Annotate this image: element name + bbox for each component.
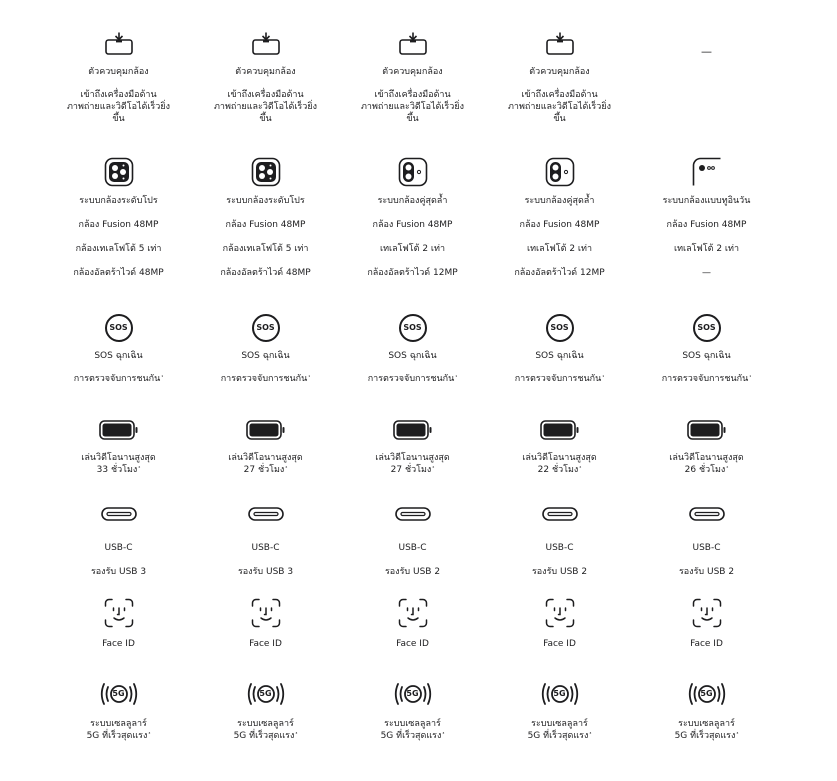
crash-detection — [45, 373, 192, 385]
main-camera: กล้อง Fusion 48MP — [372, 220, 453, 230]
emergency-sos-section — [45, 312, 192, 385]
camera-control-icon — [486, 28, 633, 60]
usb-c-title: USB‑C — [398, 543, 427, 553]
emergency-sos-section — [339, 312, 486, 385]
face-id-icon-svg — [545, 598, 575, 628]
ultrawide-camera: กล้องอัลตร้าไวด์ 48MP — [73, 268, 164, 278]
camera-control-icon — [339, 28, 486, 60]
ultrawide-camera: กล้องอัลตร้าไวด์ 12MP — [367, 268, 458, 278]
crash-detection-footnote: ¹ — [455, 375, 458, 381]
crash-detection-text: การตรวจจับการชนกัน — [73, 374, 161, 384]
usb-c-port-icon — [486, 498, 633, 530]
face-id-icon — [339, 597, 486, 629]
main-camera: กล้อง Fusion 48MP — [225, 220, 306, 230]
face-id-icon — [45, 597, 192, 629]
camera-system-title: ระบบกล้องระดับโปร — [79, 196, 158, 206]
camera-system-title: ระบบกล้องระดับโปร — [226, 196, 305, 206]
camera-control-icon-svg — [544, 31, 576, 57]
cellular-5g-text — [633, 718, 780, 742]
crash-detection — [339, 373, 486, 385]
sos-icon-glyph: SOS — [550, 323, 569, 332]
triple-camera-icon — [45, 156, 192, 188]
emergency-sos-section — [633, 312, 780, 385]
battery-video-playback-footnote: ² — [579, 466, 582, 472]
usb-support: รองรับ USB 2 — [678, 567, 735, 577]
camera-system-title: ระบบกล้องแบบทูอินวัน — [662, 196, 751, 206]
sos-icon-glyph: SOS — [256, 323, 275, 332]
crash-detection-footnote: ¹ — [308, 375, 311, 381]
cellular-5g-text — [339, 718, 486, 742]
model-column-5 — [633, 0, 780, 781]
battery-video-playback-footnote: ² — [432, 466, 435, 472]
battery-icon-svg — [687, 419, 727, 441]
camera-control-title: ตัวควบคุมกล้อง — [529, 67, 590, 77]
usb-section — [339, 498, 486, 578]
5g-icon — [486, 678, 633, 710]
face-id-icon-svg — [692, 598, 722, 628]
5g-icon-glyph: 5G — [112, 689, 125, 698]
crash-detection — [486, 373, 633, 385]
triple-camera-icon — [192, 156, 339, 188]
5g-icon — [192, 678, 339, 710]
cellular-5g-text-text: ระบบเซลลูลาร์ 5G ที่เร็วสุดแรง — [380, 719, 442, 741]
camera-control-unavailable — [633, 28, 780, 76]
emergency-sos-section — [486, 312, 633, 385]
main-camera: กล้อง Fusion 48MP — [666, 220, 747, 230]
telephoto-camera: เทเลโฟโต้ 2 เท่า — [674, 244, 739, 254]
camera-control-section — [486, 28, 633, 125]
battery-video-playback-footnote: ² — [726, 466, 729, 472]
battery-video-playback-text: เล่นวิดีโอนานสูงสุด 22 ชั่วโมง — [522, 453, 597, 475]
battery-section — [486, 414, 633, 476]
battery-section — [339, 414, 486, 476]
emergency-sos-title: SOS ฉุกเฉิน — [388, 351, 437, 361]
telephoto-camera: กล้องเทเลโฟโต้ 5 เท่า — [222, 244, 309, 254]
battery-video-playback — [192, 452, 339, 476]
cellular-5g-section — [192, 678, 339, 742]
emergency-sos-title: SOS ฉุกเฉิน — [682, 351, 731, 361]
cellular-5g-text-text: ระบบเซลลูลาร์ 5G ที่เร็วสุดแรง — [86, 719, 148, 741]
cellular-5g-text-footnote: ³ — [442, 732, 445, 738]
telephoto-camera: เทเลโฟโต้ 2 เท่า — [527, 244, 592, 254]
battery-video-playback — [339, 452, 486, 476]
cellular-5g-text-text: ระบบเซลลูลาร์ 5G ที่เร็วสุดแรง — [527, 719, 589, 741]
face-id-icon — [486, 597, 633, 629]
camera-control-section — [45, 28, 192, 125]
5g-icon — [339, 678, 486, 710]
usb-c-port-icon — [339, 498, 486, 530]
face-id-label: Face ID — [690, 639, 723, 649]
camera-system-section — [45, 156, 192, 279]
usb-support: รองรับ USB 2 — [531, 567, 588, 577]
usb-c-port-icon — [192, 498, 339, 530]
main-camera: กล้อง Fusion 48MP — [519, 220, 600, 230]
face-id-label: Face ID — [102, 639, 135, 649]
crash-detection-text: การตรวจจับการชนกัน — [661, 374, 749, 384]
battery-icon — [45, 414, 192, 446]
crash-detection-text: การตรวจจับการชนกัน — [367, 374, 455, 384]
usb-section — [192, 498, 339, 578]
face-id-icon-svg — [398, 598, 428, 628]
model-column-1 — [45, 0, 192, 781]
usb-c-port-icon-svg — [542, 506, 578, 522]
emergency-sos-title: SOS ฉุกเฉิน — [241, 351, 290, 361]
camera-control-desc: เข้าถึงเครื่องมือด้านภาพถ่ายและวิดีโอได้เร็วยิ่งขึ้น — [508, 90, 611, 124]
face-id-label: Face ID — [543, 639, 576, 649]
dual-camera-icon-svg — [398, 157, 428, 187]
battery-section — [633, 414, 780, 476]
usb-c-port-icon-svg — [689, 506, 725, 522]
face-id-icon — [633, 597, 780, 629]
emergency-sos-title: SOS ฉุกเฉิน — [535, 351, 584, 361]
crash-detection-text: การตรวจจับการชนกัน — [514, 374, 602, 384]
usb-c-title: USB‑C — [104, 543, 133, 553]
5g-icon-glyph: 5G — [259, 689, 272, 698]
crash-detection-footnote: ¹ — [749, 375, 752, 381]
triple-camera-icon-svg — [104, 157, 134, 187]
battery-video-playback-text: เล่นวิดีโอนานสูงสุด 33 ชั่วโมง — [81, 453, 156, 475]
battery-video-playback — [633, 452, 780, 476]
camera-control-icon — [45, 28, 192, 60]
usb-section — [45, 498, 192, 578]
sos-icon-glyph: SOS — [109, 323, 128, 332]
cellular-5g-text — [45, 718, 192, 742]
camera-control-icon-svg — [103, 31, 135, 57]
camera-system-section — [339, 156, 486, 279]
crash-detection-footnote: ¹ — [161, 375, 164, 381]
sos-icon — [633, 312, 780, 344]
camera-system-section — [633, 156, 780, 279]
battery-icon — [192, 414, 339, 446]
single-camera-icon — [633, 156, 780, 188]
cellular-5g-text — [486, 718, 633, 742]
usb-c-port-icon-svg — [101, 506, 137, 522]
sos-icon — [192, 312, 339, 344]
camera-system-title: ระบบกล้องคู่สุดล้ำ — [377, 196, 448, 206]
face-id-section — [45, 597, 192, 650]
battery-icon — [486, 414, 633, 446]
face-id-icon-svg — [251, 598, 281, 628]
cellular-5g-text-footnote: ³ — [148, 732, 151, 738]
5g-icon — [633, 678, 780, 710]
usb-section — [486, 498, 633, 578]
usb-section — [633, 498, 780, 578]
battery-video-playback-text: เล่นวิดีโอนานสูงสุด 27 ชั่วโมง — [375, 453, 450, 475]
crash-detection — [633, 373, 780, 385]
sos-icon-glyph: SOS — [697, 323, 716, 332]
face-id-section — [192, 597, 339, 650]
telephoto-camera: เทเลโฟโต้ 2 เท่า — [380, 244, 445, 254]
camera-control-desc: เข้าถึงเครื่องมือด้านภาพถ่ายและวิดีโอได้เร็วยิ่งขึ้น — [67, 90, 170, 124]
cellular-5g-section — [633, 678, 780, 742]
triple-camera-icon-svg — [251, 157, 281, 187]
cellular-5g-section — [339, 678, 486, 742]
5g-icon-glyph: 5G — [700, 689, 713, 698]
dual-camera-icon — [486, 156, 633, 188]
battery-video-playback-text: เล่นวิดีโอนานสูงสุด 26 ชั่วโมง — [669, 453, 744, 475]
battery-icon — [339, 414, 486, 446]
battery-icon-svg — [540, 419, 580, 441]
battery-icon-svg — [393, 419, 433, 441]
ultrawide-camera: กล้องอัลตร้าไวด์ 48MP — [220, 268, 311, 278]
cellular-5g-text-text: ระบบเซลลูลาร์ 5G ที่เร็วสุดแรง — [674, 719, 736, 741]
emergency-sos-section — [192, 312, 339, 385]
camera-system-section — [486, 156, 633, 279]
camera-control-icon — [192, 28, 339, 60]
sos-icon — [45, 312, 192, 344]
ultrawide-camera: — — [702, 268, 711, 278]
battery-video-playback — [486, 452, 633, 476]
battery-video-playback — [45, 452, 192, 476]
camera-system-section — [192, 156, 339, 279]
usb-c-port-icon-svg — [248, 506, 284, 522]
dual-camera-icon-svg — [545, 157, 575, 187]
5g-icon-glyph: 5G — [553, 689, 566, 698]
crash-detection-footnote: ¹ — [602, 375, 605, 381]
single-camera-icon-svg — [692, 157, 722, 187]
dual-camera-icon — [339, 156, 486, 188]
camera-control-section — [339, 28, 486, 125]
face-id-section — [633, 597, 780, 650]
camera-control-title: ตัวควบคุมกล้อง — [88, 67, 149, 77]
usb-c-port-icon — [633, 498, 780, 530]
camera-control-desc: เข้าถึงเครื่องมือด้านภาพถ่ายและวิดีโอได้เร็วยิ่งขึ้น — [361, 90, 464, 124]
emergency-sos-title: SOS ฉุกเฉิน — [94, 351, 143, 361]
model-column-4 — [486, 0, 633, 781]
5g-icon-glyph: 5G — [406, 689, 419, 698]
crash-detection — [192, 373, 339, 385]
usb-support: รองรับ USB 3 — [90, 567, 147, 577]
battery-video-playback-text: เล่นวิดีโอนานสูงสุด 27 ชั่วโมง — [228, 453, 303, 475]
cellular-5g-section — [45, 678, 192, 742]
battery-icon-svg — [99, 419, 139, 441]
camera-control-section — [633, 28, 780, 76]
5g-icon — [45, 678, 192, 710]
cellular-5g-text — [192, 718, 339, 742]
face-id-label: Face ID — [249, 639, 282, 649]
face-id-label: Face ID — [396, 639, 429, 649]
battery-section — [192, 414, 339, 476]
model-column-3 — [339, 0, 486, 781]
usb-support: รองรับ USB 2 — [384, 567, 441, 577]
sos-icon — [339, 312, 486, 344]
crash-detection-text: การตรวจจับการชนกัน — [220, 374, 308, 384]
camera-control-icon-svg — [250, 31, 282, 57]
camera-control-title: ตัวควบคุมกล้อง — [382, 67, 443, 77]
cellular-5g-text-footnote: ³ — [589, 732, 592, 738]
telephoto-camera: กล้องเทเลโฟโต้ 5 เท่า — [75, 244, 162, 254]
model-column-2 — [192, 0, 339, 781]
battery-video-playback-footnote: ² — [285, 466, 288, 472]
camera-control-desc: เข้าถึงเครื่องมือด้านภาพถ่ายและวิดีโอได้เร็วยิ่งขึ้น — [214, 90, 317, 124]
usb-c-title: USB‑C — [545, 543, 574, 553]
battery-icon — [633, 414, 780, 446]
usb-c-port-icon — [45, 498, 192, 530]
battery-section — [45, 414, 192, 476]
camera-control-title: ตัวควบคุมกล้อง — [235, 67, 296, 77]
face-id-icon-svg — [104, 598, 134, 628]
usb-c-title: USB‑C — [251, 543, 280, 553]
camera-system-title: ระบบกล้องคู่สุดล้ำ — [524, 196, 595, 206]
sos-icon — [486, 312, 633, 344]
main-camera: กล้อง Fusion 48MP — [78, 220, 159, 230]
sos-icon-glyph: SOS — [403, 323, 422, 332]
camera-control-dash: — — [701, 45, 712, 58]
cellular-5g-section — [486, 678, 633, 742]
face-id-section — [339, 597, 486, 650]
face-id-icon — [192, 597, 339, 629]
ultrawide-camera: กล้องอัลตร้าไวด์ 12MP — [514, 268, 605, 278]
cellular-5g-text-footnote: ³ — [295, 732, 298, 738]
usb-c-port-icon-svg — [395, 506, 431, 522]
camera-control-section — [192, 28, 339, 125]
battery-video-playback-footnote: ² — [138, 466, 141, 472]
camera-control-icon-svg — [397, 31, 429, 57]
battery-icon-svg — [246, 419, 286, 441]
face-id-section — [486, 597, 633, 650]
usb-c-title: USB‑C — [692, 543, 721, 553]
cellular-5g-text-footnote: ³ — [736, 732, 739, 738]
usb-support: รองรับ USB 3 — [237, 567, 294, 577]
cellular-5g-text-text: ระบบเซลลูลาร์ 5G ที่เร็วสุดแรง — [233, 719, 295, 741]
